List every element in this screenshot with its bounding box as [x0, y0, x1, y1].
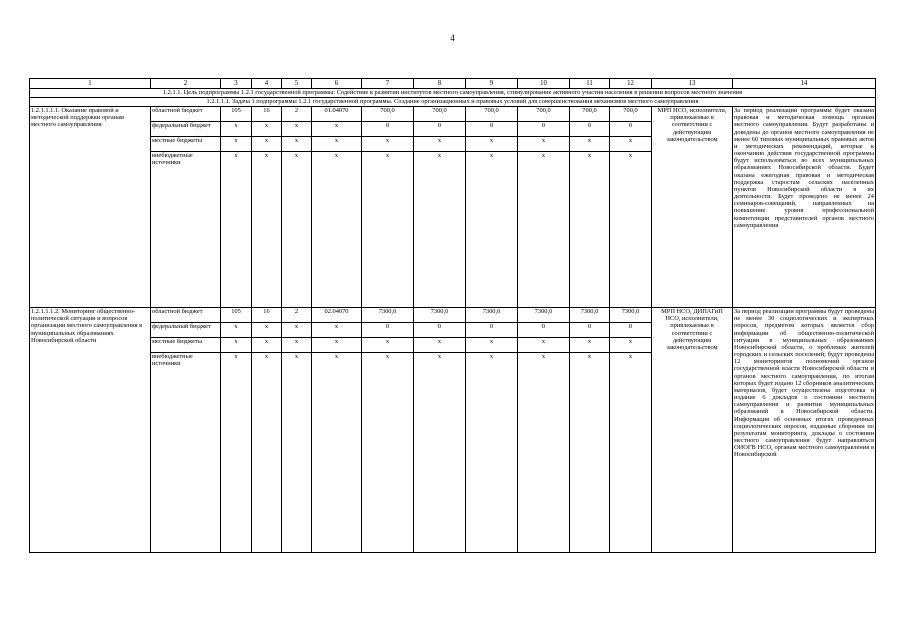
cell-value: х	[466, 137, 518, 152]
cell-value: 7300,0	[610, 308, 652, 323]
cell-value: 7300,0	[570, 308, 610, 323]
cell-value: х	[221, 137, 252, 152]
column-number: 14	[733, 79, 876, 89]
cell-value: 700,0	[466, 107, 518, 122]
program-table	[29, 78, 876, 553]
cell-value: х	[221, 122, 252, 137]
cell-value: х	[518, 338, 570, 353]
funding-source: внебюджетные источники	[151, 353, 221, 553]
cell-value: х	[312, 338, 362, 353]
column-number: 10	[518, 79, 570, 89]
table-row	[30, 107, 876, 122]
cell-value: х	[282, 122, 312, 137]
cell-value: 0	[466, 122, 518, 137]
cell-value: х	[518, 353, 570, 553]
cell-value: х	[610, 137, 652, 152]
column-number: 7	[362, 79, 414, 89]
column-number: 4	[252, 79, 282, 89]
cell-value: 16	[252, 308, 282, 323]
cell-value: х	[518, 137, 570, 152]
column-number: 9	[466, 79, 518, 89]
cell-value: х	[282, 152, 312, 308]
cell-value: 7300,0	[362, 308, 414, 323]
funding-source: местные бюджеты	[151, 338, 221, 353]
cell-value: х	[466, 152, 518, 308]
cell-value: 7300,0	[414, 308, 466, 323]
cell-value: х	[362, 338, 414, 353]
cell-value: х	[414, 338, 466, 353]
cell-value: 2	[282, 107, 312, 122]
cell-value: х	[252, 137, 282, 152]
cell-value: 0	[414, 122, 466, 137]
cell-value: х	[570, 353, 610, 553]
cell-value: 0	[610, 323, 652, 338]
task-text: 1.2.1.1.1. Задача 1 подпрограммы 1.2.1 государственной программы. Создание организационных и правовых условий для совершенствования механизмов местного самоуправления	[30, 98, 876, 107]
cell-value: 7300,0	[466, 308, 518, 323]
cell-value: 0	[518, 122, 570, 137]
cell-value: х	[252, 353, 282, 553]
cell-value: х	[252, 122, 282, 137]
column-number: 1	[30, 79, 151, 89]
cell-value: х	[312, 152, 362, 308]
expected-result: За период реализации программы будет оказана правовая и методическая помощь органам местного самоуправления. Будут разработаны и доведены до органов местного самоуправления не менее 60 типовых муниципальных правовых актов и методических рекомендаций, которые к окончанию действия государственной программы будут использоваться во всех муниципальных образованиях Новосибирской области. Будет оказана ежегодная правовая и методическая поддержка старостам сельских населенных пунктов Новосибирской области в их деятельности. Будет проведено не менее 24 семинаров-совещаний, направленных на повышение уровня профессиональной компетенции представителей органов местного самоуправления	[733, 107, 876, 308]
table-row	[30, 308, 876, 323]
column-number: 8	[414, 79, 466, 89]
cell-value: 0	[362, 122, 414, 137]
funding-source: федеральный бюджет	[151, 122, 221, 137]
cell-value: х	[466, 338, 518, 353]
cell-value: х	[252, 338, 282, 353]
goal-text: 1.2.1.1. Цель подпрограммы 1.2.1 государственной программы: Содействие в развитии институтов местного самоуправления, стимулирование активного участия населения в решении вопросов местного значения	[30, 89, 876, 98]
cell-value: 2	[282, 308, 312, 323]
cell-value: х	[221, 152, 252, 308]
cell-value: х	[466, 353, 518, 553]
column-number: 6	[312, 79, 362, 89]
funding-source: местные бюджеты	[151, 137, 221, 152]
cell-value: х	[610, 353, 652, 553]
cell-value: 7300,0	[518, 308, 570, 323]
cell-value: 700,0	[362, 107, 414, 122]
cell-value: х	[312, 323, 362, 338]
cell-value: х	[610, 152, 652, 308]
cell-value: 0	[570, 122, 610, 137]
task-row	[30, 98, 876, 107]
cell-value: х	[221, 353, 252, 553]
cell-value: 01.04070	[312, 107, 362, 122]
column-number: 13	[652, 79, 733, 89]
cell-value: х	[570, 338, 610, 353]
cell-value: х	[518, 152, 570, 308]
cell-value: х	[414, 353, 466, 553]
goal-row	[30, 89, 876, 98]
cell-value: х	[570, 152, 610, 308]
cell-value: х	[282, 338, 312, 353]
column-number: 3	[221, 79, 252, 89]
cell-value: х	[282, 137, 312, 152]
cell-value: х	[414, 152, 466, 308]
cell-value: 0	[570, 323, 610, 338]
executor: МРП НСО, исполнители, привлекаемые в соответствии с действующим законодательством	[652, 107, 733, 308]
cell-value: 700,0	[610, 107, 652, 122]
cell-value: х	[282, 323, 312, 338]
cell-value: 700,0	[570, 107, 610, 122]
cell-value: х	[362, 353, 414, 553]
cell-value: х	[570, 137, 610, 152]
cell-value: х	[362, 152, 414, 308]
cell-value: х	[221, 323, 252, 338]
cell-value: х	[414, 137, 466, 152]
cell-value: х	[610, 338, 652, 353]
column-number: 2	[151, 79, 221, 89]
activity-name: 1.2.1.1.1.1. Оказание правовой и методической поддержки органам местного самоуправления	[30, 107, 151, 308]
cell-value: 105	[221, 107, 252, 122]
cell-value: 0	[362, 323, 414, 338]
cell-value: 700,0	[414, 107, 466, 122]
cell-value: 0	[518, 323, 570, 338]
executor: МРП НСО, ДИПАГиП НСО, исполнители, привлекаемые в соответствии с действующим законодательством	[652, 308, 733, 553]
column-number: 12	[610, 79, 652, 89]
column-number: 11	[570, 79, 610, 89]
cell-value: 700,0	[518, 107, 570, 122]
funding-source: областной бюджет	[151, 308, 221, 323]
header-row	[30, 79, 876, 89]
funding-source: областной бюджет	[151, 107, 221, 122]
funding-source: федеральный бюджет	[151, 323, 221, 338]
cell-value: х	[252, 152, 282, 308]
activity-name: 1.2.1.1.1.2. Мониторинг общественно-политической ситуации и вопросов организации местного самоуправления в муниципальных образованиях Новосибирской области	[30, 308, 151, 553]
page-number: 4	[450, 33, 455, 43]
cell-value: 0	[414, 323, 466, 338]
cell-value: 16	[252, 107, 282, 122]
funding-source: внебюджетные источники	[151, 152, 221, 308]
cell-value: х	[312, 122, 362, 137]
cell-value: х	[312, 353, 362, 553]
column-number: 5	[282, 79, 312, 89]
cell-value: х	[312, 137, 362, 152]
cell-value: 0	[610, 122, 652, 137]
cell-value: х	[221, 338, 252, 353]
cell-value: х	[362, 137, 414, 152]
cell-value: 105	[221, 308, 252, 323]
cell-value: х	[252, 323, 282, 338]
cell-value: 02.04070	[312, 308, 362, 323]
cell-value: 0	[466, 323, 518, 338]
cell-value: х	[282, 353, 312, 553]
expected-result: За период реализации программы будут проведены не менее 30 социологических и экспертных опросов, предметом которых является сбор информации об общественно-политической ситуации в муниципальных образованиях Новосибирской области, о проблемах жителей городских и сельских поселений; будут проведены 12 мониторингов полномочий органов государственной власти Новосибирской области и органов местного самоуправления, по итогам которых будет издано 12 сборников аналитических материалов, будет осуществлена подготовка и издание 6 докладов о состоянии местного самоуправления и развитии муниципальных образований в Новосибирской области. Информация об основных итогах проведенных социологических опросов, изданные сборники по результатам мониторинга, доклады о состоянии местного самоуправления будут направляться ОИОГВ НСО, органам местного самоуправления в Новосибирской	[733, 308, 876, 553]
